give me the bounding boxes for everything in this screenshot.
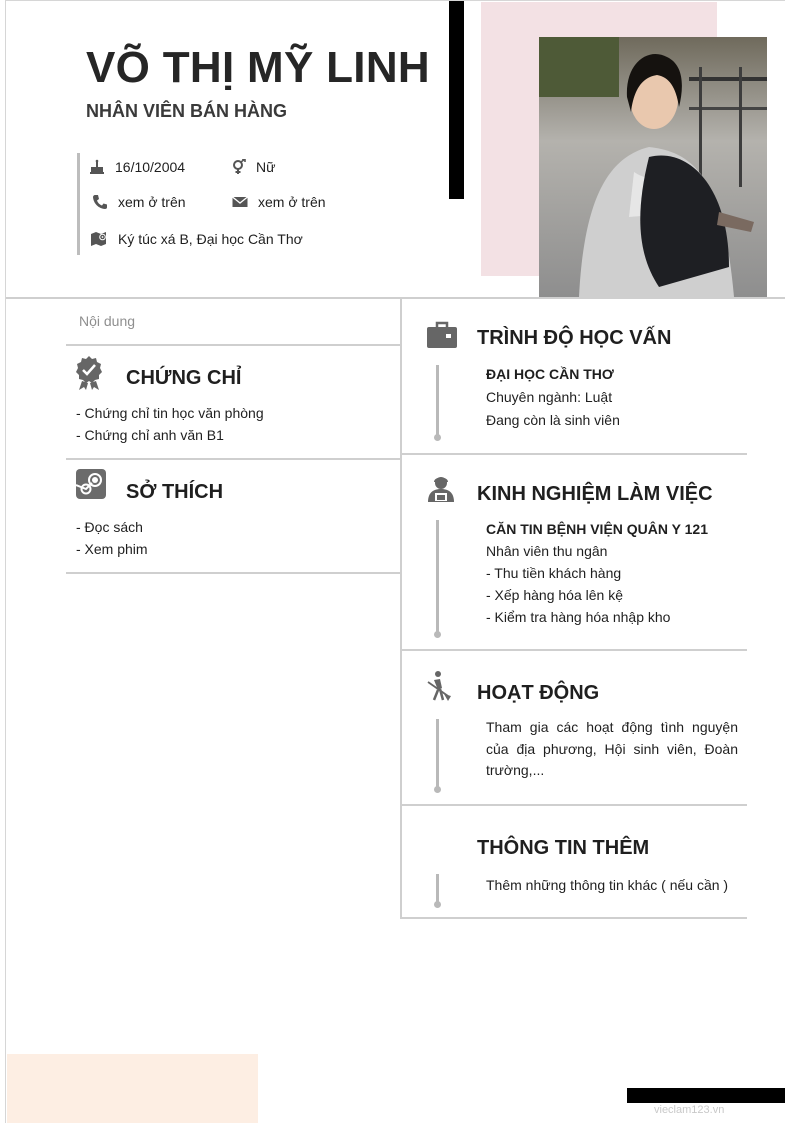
gender-item: [232, 159, 275, 175]
company-name: CĂN TIN BỆNH VIỆN QUÂN Y 121: [486, 521, 708, 537]
right-divider-4: [401, 917, 747, 919]
phone-icon: [92, 194, 108, 210]
education-line: Chuyên ngành: Luật: [486, 389, 613, 405]
certificates-title: CHỨNG CHỈ: [126, 367, 242, 389]
cake-icon: [89, 159, 105, 175]
education-line: Đang còn là sinh viên: [486, 412, 620, 428]
content-placeholder: Nội dung: [79, 313, 136, 329]
experience-timeline: [436, 520, 439, 634]
hobby-item: - Xem phim: [76, 541, 148, 557]
extra-info-timeline: [436, 874, 439, 904]
experience-line: - Thu tiền khách hàng: [486, 565, 622, 581]
worker-icon: [425, 474, 457, 504]
phone-item: [92, 194, 186, 210]
bottom-decor-bar: [627, 1088, 785, 1103]
email-item: [232, 194, 326, 210]
certificate-item: - Chứng chỉ anh văn B1: [76, 427, 224, 443]
right-divider-3: [401, 804, 747, 806]
steam-icon: [76, 469, 106, 499]
right-divider-1: [401, 453, 747, 455]
profile-photo: [539, 37, 767, 297]
birthday-value: 16/10/2004: [115, 159, 186, 175]
column-divider: [400, 298, 402, 919]
mail-icon: [232, 196, 248, 208]
header-divider: [6, 297, 785, 299]
school-name: ĐẠI HỌC CẦN THƠ: [486, 366, 614, 382]
phone-value: xem ở trên: [118, 194, 186, 210]
left-divider-1: [66, 344, 401, 346]
certificate-item: - Chứng chỉ tin học văn phòng: [76, 405, 264, 421]
map-icon: [90, 231, 108, 247]
activities-timeline: [436, 719, 439, 789]
address-item: [90, 231, 303, 247]
gender-value: Nữ: [256, 159, 276, 175]
education-timeline: [436, 365, 439, 437]
activities-title: HOẠT ĐỘNG: [477, 682, 600, 704]
watermark: vieclam123.vn: [654, 1104, 725, 1116]
contact-info-rule: [77, 153, 80, 255]
left-divider-2: [66, 458, 401, 460]
right-divider-2: [401, 649, 747, 651]
experience-title: KINH NGHIỆM LÀM VIỆC: [477, 483, 713, 505]
education-title: TRÌNH ĐỘ HỌC VẤN: [477, 327, 672, 349]
hobby-item: - Đọc sách: [76, 519, 143, 535]
extra-info-title: THÔNG TIN THÊM: [477, 837, 650, 859]
peach-decor-block: [7, 1054, 258, 1123]
left-divider-3: [66, 572, 401, 574]
briefcase-icon: [426, 321, 458, 349]
experience-line: - Kiểm tra hàng hóa nhập kho: [486, 609, 671, 625]
experience-line: Nhân viên thu ngân: [486, 543, 608, 559]
profile-photo-illustration: [539, 37, 767, 297]
candidate-name: VÕ THỊ MỸ LINH: [86, 43, 430, 92]
experience-line: - Xếp hàng hóa lên kệ: [486, 587, 623, 603]
birthday-item: [89, 159, 185, 175]
job-title: NHÂN VIÊN BÁN HÀNG: [86, 101, 288, 121]
black-decor-bar: [449, 1, 464, 199]
hobbies-title: SỞ THÍCH: [126, 481, 224, 503]
email-value: xem ở trên: [258, 194, 326, 210]
extra-info-text: Thêm những thông tin khác ( nếu cần ): [486, 877, 729, 893]
cv-page: [5, 0, 785, 1123]
gender-icon: [232, 159, 246, 175]
badge-icon: [75, 355, 103, 391]
activities-text: Tham gia các hoạt động tình nguyện của địa phương, Hội sinh viên, Đoàn trường,...: [486, 719, 738, 778]
sweeper-icon: [426, 670, 452, 702]
address-value: Ký túc xá B, Đại học Cần Thơ: [118, 231, 303, 247]
